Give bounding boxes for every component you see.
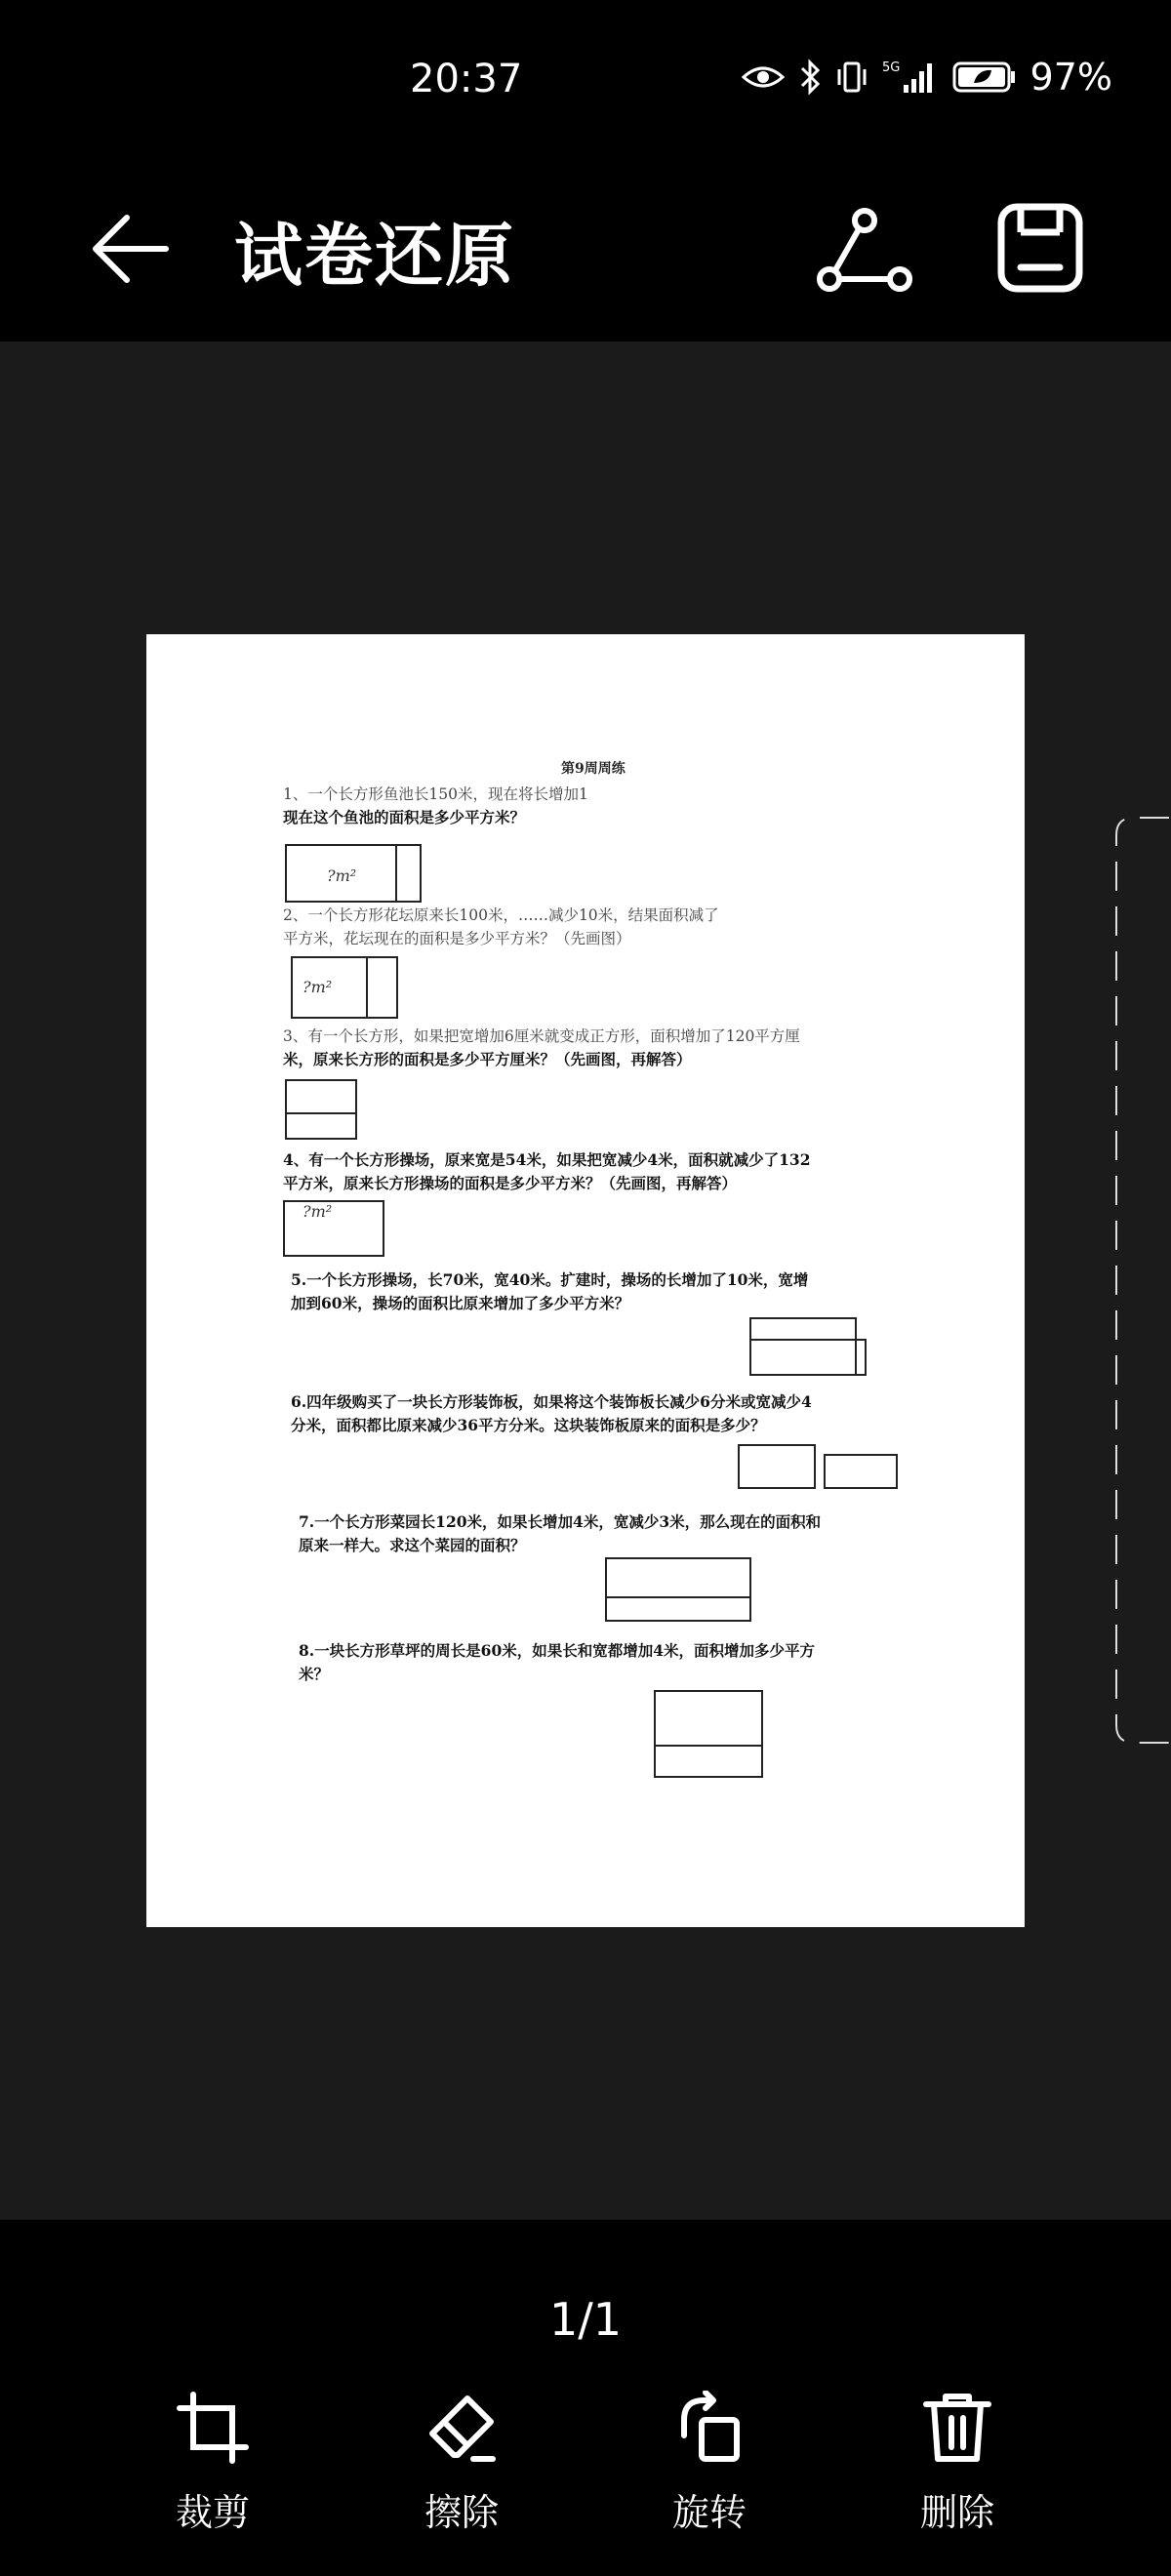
sheet-title: 第9周周练 [561,761,626,777]
delete-button[interactable] [879,2391,1035,2556]
status-time: 20:37 [410,57,523,101]
sketch-line [366,956,368,1019]
eye-comfort-icon [742,62,785,92]
bluetooth-icon [798,59,822,96]
save-icon[interactable] [991,199,1089,297]
crop-label: 裁剪 [175,2491,250,2534]
status-bar [0,0,1171,176]
sketch-rectangle [738,1444,816,1489]
question-line: 加到60米，操场的面积比原来增加了多少平方米？ [291,1294,630,1312]
app-header [0,176,1171,342]
scanned-document[interactable] [146,634,1025,1927]
question-line: 2、一个长方形花坛原来长100米，……减少10米，结果面积减了 [283,906,719,924]
question-line: 1、一个长方形鱼池长150米，现在将长增加1 [283,785,588,803]
status-icons [742,55,1112,100]
sketch-line [605,1596,751,1598]
battery-percent: 97% [1030,56,1112,99]
question-line: 原来一样大。求这个菜园的面积？ [299,1536,526,1554]
question-line: 6.四年级购买了一块长方形装饰板，如果将这个装饰板长减少6分米或宽减少4 [291,1392,812,1411]
eraser-icon [424,2391,499,2465]
delete-label: 删除 [919,2491,994,2534]
crop-icon [176,2391,250,2465]
question-line: 4、有一个长方形操场，原来宽是54米，如果把宽减少4米，面积就减少了132 [283,1150,811,1169]
erase-button[interactable] [384,2391,540,2556]
rotate-icon [672,2391,747,2465]
signal-5g-icon [882,58,939,97]
svg-text:5G: 5G [881,60,900,75]
sketch-rectangle [285,1079,357,1140]
sketch-rectangle [824,1454,898,1489]
question-line: 米，原来长方形的面积是多少平方厘米？（先画图，再解答） [283,1050,692,1068]
back-arrow-icon[interactable] [88,205,176,293]
question-line: 8.一块长方形草坪的周长是60米，如果长和宽都增加4米，面积增加多少平方 [299,1641,816,1660]
crop-button[interactable] [135,2391,291,2556]
handwriting: ?m² [303,978,333,996]
question-line: 米？ [299,1665,330,1683]
rotate-button[interactable] [631,2391,787,2556]
question-line: 平方米，原来长方形操场的面积是多少平方米？（先画图，再解答） [283,1174,738,1192]
sketch-line [395,844,397,903]
sketch-line [285,1112,357,1114]
bottom-toolbar [0,2220,1171,2576]
rotate-label: 旋转 [671,2491,747,2534]
question-line: 3、有一个长方形，如果把宽增加6厘米就变成正方形，面积增加了120平方厘 [283,1027,800,1045]
question-line: 5.一个长方形操场，长70米，宽40米。扩建时，操场的长增加了10米，宽增 [291,1270,809,1289]
trash-icon [920,2391,994,2465]
share-icon[interactable] [816,201,913,299]
sketch-rectangle [654,1690,763,1778]
battery-icon [952,60,1017,95]
sketch-rectangle [749,1339,867,1376]
edge-drag-handle[interactable] [1112,816,1171,1745]
question-line: 7.一个长方形菜园长120米，如果长增加4米，宽减少3米，那么现在的面积和 [299,1512,822,1531]
erase-label: 擦除 [424,2491,499,2534]
question-line: 平方米，花坛现在的面积是多少平方米？（先画图） [283,930,631,947]
page-title: 试卷还原 [234,216,515,296]
sketch-line [654,1745,763,1747]
sketch-rectangle [283,1200,384,1257]
handwriting: ?m² [303,1202,333,1221]
page-indicator: 1/1 [548,2293,623,2346]
sketch-rectangle [605,1557,751,1622]
handwriting: ?m² [327,866,357,885]
vibrate-icon [835,60,868,95]
question-line: 现在这个鱼池的面积是多少平方米？ [283,808,526,826]
question-line: 分米，面积都比原来减少36平方分米。这块装饰板原来的面积是多少？ [291,1416,766,1434]
